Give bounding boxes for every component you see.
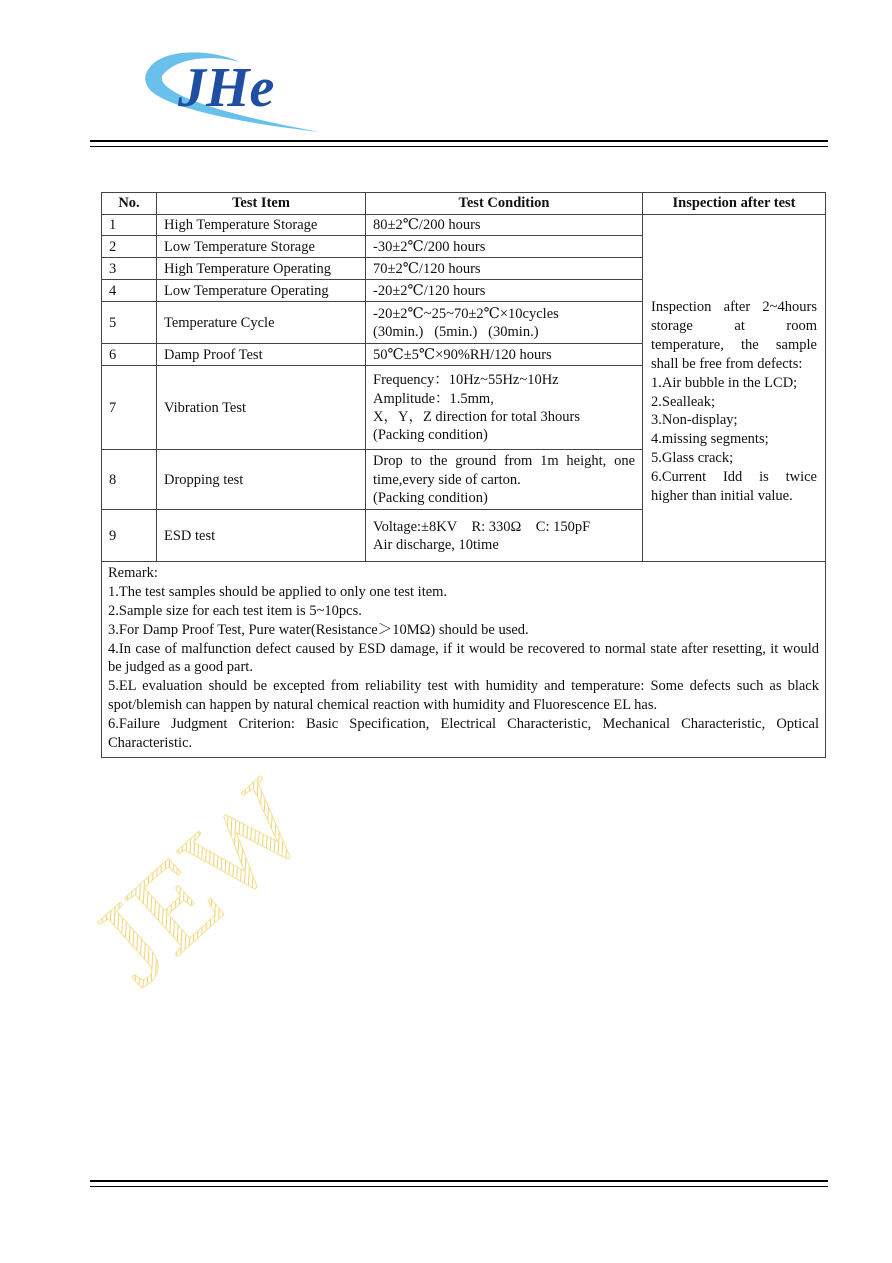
row-test-condition: -20±2℃~25~70±2℃×10cycles (30min.) (5min.) (30min.) (366, 302, 643, 344)
header-no: No. (102, 193, 157, 215)
remark-item: 1.The test samples should be applied to only one test item. (108, 583, 448, 600)
inspection-item: 1.Air bubble in the LCD; (651, 374, 798, 391)
row-test-item: Low Temperature Operating (157, 280, 366, 302)
row-no: 7 (102, 366, 157, 450)
row-test-condition: Drop to the ground from 1m height, one time,every side of carton. (Packing condition) (366, 450, 643, 510)
row-no: 5 (102, 302, 157, 344)
row-no: 8 (102, 450, 157, 510)
inspection-intro: Inspection after 2~4hours storage at room temperature, the sample shall be free from defects: (651, 299, 817, 372)
row-test-condition: 70±2℃/120 hours (366, 258, 643, 280)
watermark-text: JEW (68, 754, 331, 1010)
row-test-condition: 50℃±5℃×90%RH/120 hours (366, 344, 643, 366)
row-no: 3 (102, 258, 157, 280)
row-test-item: Damp Proof Test (157, 344, 366, 366)
header-test-condition: Test Condition (366, 193, 643, 215)
logo-text: JHe (178, 57, 275, 119)
header-test-item: Test Item (157, 193, 366, 215)
inspection-item: 4.missing segments; (651, 431, 769, 448)
reliability-test-table (101, 192, 826, 758)
row-no: 4 (102, 280, 157, 302)
row-test-condition: 80±2℃/200 hours (366, 215, 643, 236)
row-no: 9 (102, 510, 157, 562)
row-test-condition: Voltage:±8KV R: 330Ω C: 150pF Air discharge, 10time (366, 510, 643, 562)
row-test-item: High Temperature Operating (157, 258, 366, 280)
row-test-condition: Frequency：10Hz~55Hz~10Hz Amplitude：1.5mm, X，Y，Z direction for total 3hours (Packing condition) (366, 366, 643, 450)
header-inspection: Inspection after test (643, 193, 826, 215)
row-test-condition: -20±2℃/120 hours (366, 280, 643, 302)
row-no: 6 (102, 344, 157, 366)
remark-item: 6.Failure Judgment Criterion: Basic Specification, Electrical Characteristic, Mechanical Characteristic, Optical Characteristic. (108, 715, 819, 751)
table-header-row (102, 193, 826, 215)
remark-item: 3.For Damp Proof Test, Pure water(Resistance＞10MΩ) should be used. (108, 621, 529, 638)
inspection-item: 5.Glass crack; (651, 450, 734, 467)
company-logo (140, 40, 330, 140)
table-row (102, 215, 826, 236)
remark-item: 5.EL evaluation should be excepted from reliability test with humidity and temperature: Some defects such as black spot/blemish can happen by natural chemical reaction with humidity and Fluorescence EL has. (108, 678, 819, 714)
remark-item: 4.In case of malfunction defect caused by ESD damage, if it would be recovered to normal state after resetting, it would be judged as a good part. (108, 640, 819, 676)
header-rule (90, 140, 828, 147)
row-test-item: High Temperature Storage (157, 215, 366, 236)
inspection-item: 3.Non-display; (651, 412, 738, 429)
remark-row (102, 562, 826, 757)
row-test-item: Dropping test (157, 450, 366, 510)
inspection-item: 6.Current Idd is twice higher than initial value. (651, 469, 817, 504)
row-no: 2 (102, 236, 157, 258)
row-no: 1 (102, 215, 157, 236)
row-test-item: Temperature Cycle (157, 302, 366, 344)
remark-item: 2.Sample size for each test item is 5~10pcs. (108, 602, 362, 619)
remark-section (102, 562, 826, 757)
watermark (68, 754, 400, 1010)
row-test-condition: -30±2℃/200 hours (366, 236, 643, 258)
row-test-item: ESD test (157, 510, 366, 562)
row-test-item: Vibration Test (157, 366, 366, 450)
footer-rule (90, 1180, 828, 1187)
remark-title: Remark: (108, 565, 158, 582)
row-test-item: Low Temperature Storage (157, 236, 366, 258)
inspection-item: 2.Sealleak; (651, 393, 716, 410)
inspection-criteria (643, 215, 826, 562)
